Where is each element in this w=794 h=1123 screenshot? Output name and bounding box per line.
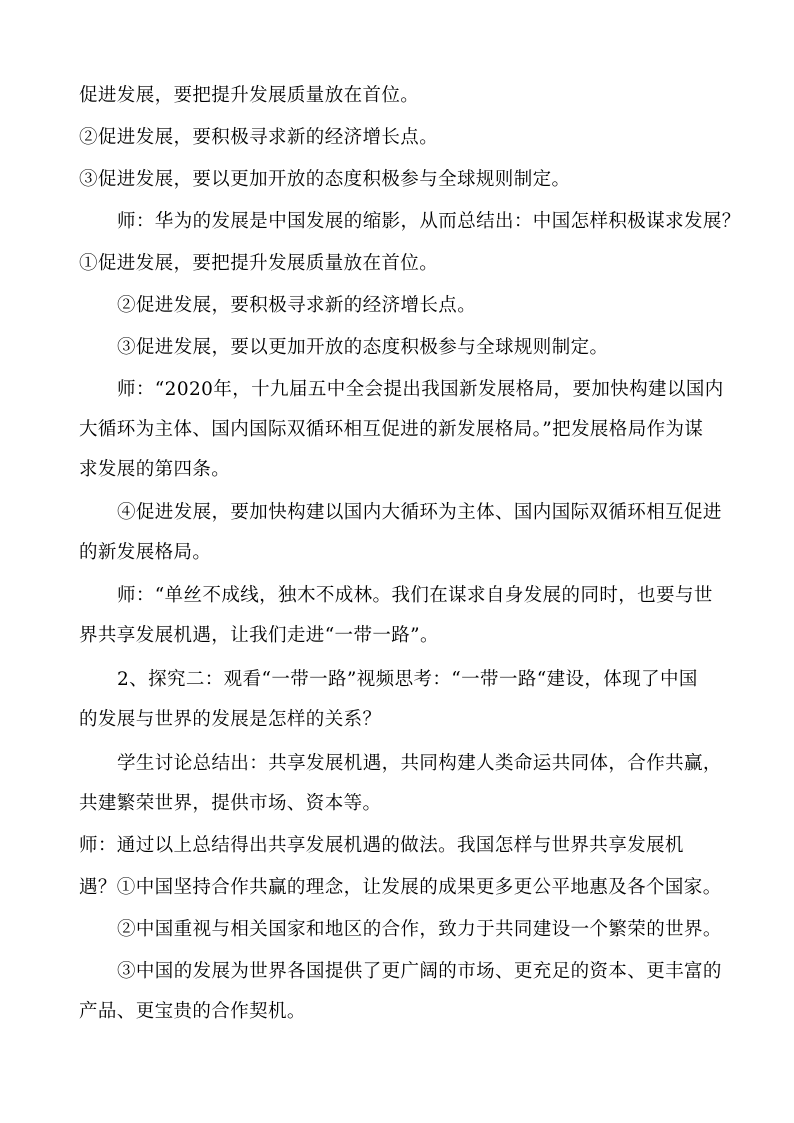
paragraph-line: 学生讨论总结出：共享发展机遇，共同构建人类命运共同体，合作共赢， xyxy=(117,753,722,774)
paragraph-line: 的发展与世界的发展是怎样的关系？ xyxy=(79,709,382,730)
paragraph-line: 求发展的第四条。 xyxy=(79,459,231,480)
paragraph-line: ②中国重视与相关国家和地区的合作，致力于共同建设一个繁荣的世界。 xyxy=(117,919,722,940)
paragraph-line: 遇？①中国坚持合作共赢的理念，让发展的成果更多更公平地惠及各个国家。 xyxy=(79,877,722,898)
paragraph-line: ④促进发展，要加快构建以国内大循环为主体、国内国际双循环相互促进 xyxy=(117,502,722,523)
paragraph-line: 大循环为主体、国内国际双循环相互促进的新发展格局。”把发展格局作为谋 xyxy=(79,419,704,440)
paragraph-line: 共建繁荣世界，提供市场、资本等。 xyxy=(79,793,382,814)
paragraph-line: ②促进发展，要积极寻求新的经济增长点。 xyxy=(117,295,477,316)
paragraph-line: 师：“2020年，十九届五中全会提出我国新发展格局，要加快构建以国内 xyxy=(117,379,724,400)
paragraph-line: 师：“单丝不成线，独木不成林。我们在谋求自身发展的同时，也要与世 xyxy=(117,585,713,606)
paragraph-line: ③促进发展，要以更加开放的态度积极参与全球规则制定。 xyxy=(79,169,571,190)
paragraph-line: 界共享发展机遇，让我们走进“一带一路”。 xyxy=(79,625,439,646)
paragraph-line: ③中国的发展为世界各国提供了更广阔的市场、更充足的资本、更丰富的 xyxy=(117,961,722,982)
paragraph-line: 的新发展格局。 xyxy=(79,542,212,563)
paragraph-line: ②促进发展，要积极寻求新的经济增长点。 xyxy=(79,127,439,148)
paragraph-line: ③促进发展，要以更加开放的态度积极参与全球规则制定。 xyxy=(117,337,609,358)
paragraph-line: 师：通过以上总结得出共享发展机遇的做法。我国怎样与世界共享发展机 xyxy=(79,835,684,856)
paragraph-line: ①促进发展，要把提升发展质量放在首位。 xyxy=(79,253,439,274)
paragraph-line: 2、探究二：观看“一带一路”视频思考：“一带一路“建设，体现了中国 xyxy=(117,669,698,690)
paragraph-line: 师：华为的发展是中国发展的缩影，从而总结出：中国怎样积极谋求发展？ xyxy=(117,211,741,232)
paragraph-line: 促进发展，要把提升发展质量放在首位。 xyxy=(79,85,420,106)
paragraph-line: 产品、更宝贵的合作契机。 xyxy=(79,1001,306,1022)
